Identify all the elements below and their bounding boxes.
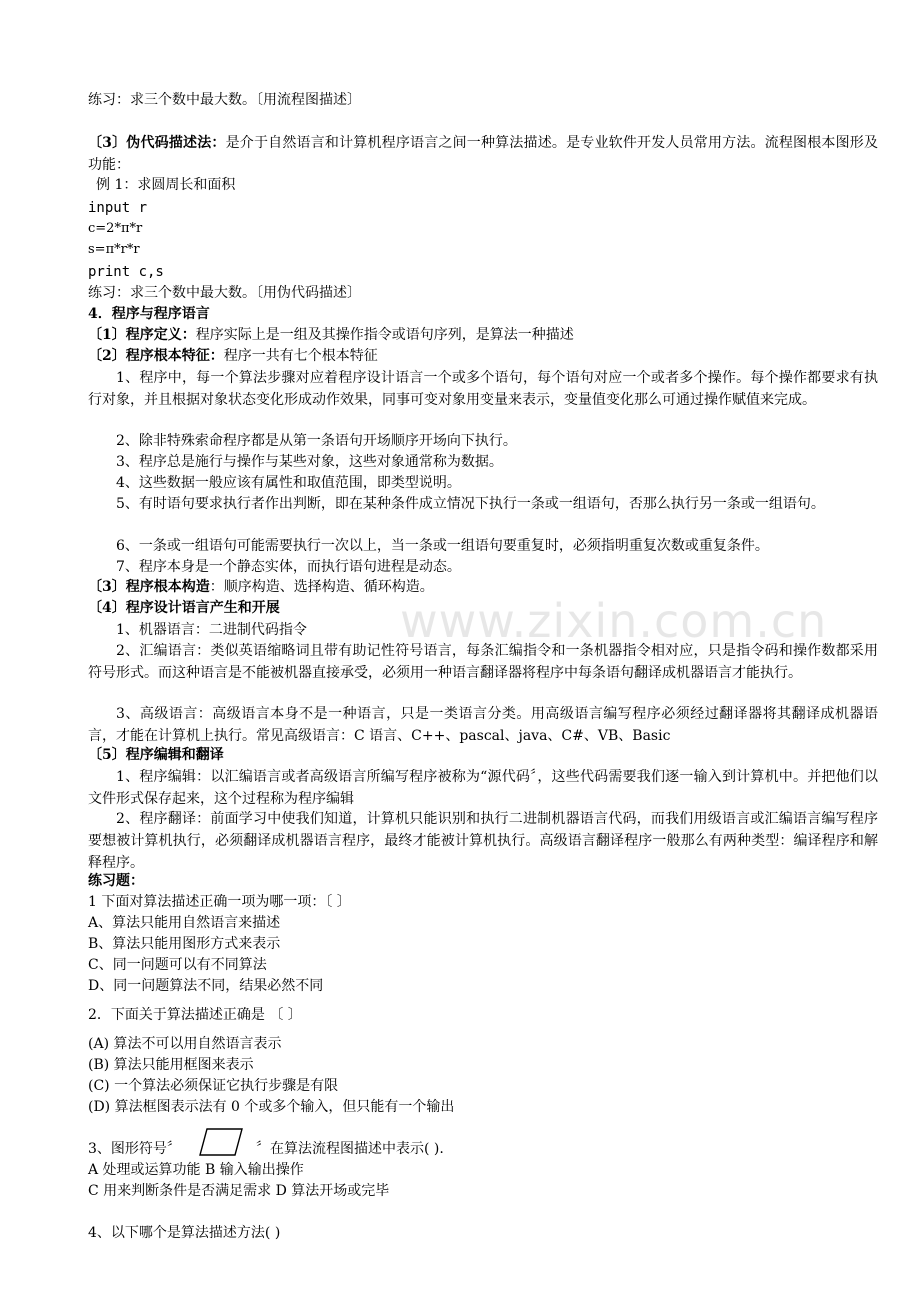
question-1-option-d: D、同一问题算法不同，结果必然不同: [88, 978, 324, 994]
program-features-body: 程序一共有七个根本特征: [223, 348, 378, 364]
feature-1: 1、程序中，每一个算法步骤对应着程序设计语言一个或多个语句，每个语句对应一个或者多个操作。每个操作都要求有执行对象，并且根据对象状态变化形成动作效果，同事可变对象用变量来表示，变量值变化那么可通过操作赋值来完成。: [88, 370, 878, 408]
question-1: 1 下面对算法描述正确一项为哪一项：〔 〕: [88, 894, 351, 910]
code-line-4: print c,s: [88, 264, 164, 280]
program-translation: 2、程序翻译：前面学习中使我们知道，计算机只能识别和执行二进制机器语言代码，而我们用级语言或汇编语言编写程序要想被计算机执行，必须翻译成机器语言程序，最终才能被计算机执行。高级语言翻译程序一般那么有两种类型：编译程序和解释程序。: [88, 811, 878, 871]
question-2-option-c: (C) 一个算法必须保证它执行步骤是有限: [88, 1078, 339, 1094]
feature-7: 7、程序本身是一个静态实体，而执行语句进程是动态。: [116, 559, 461, 575]
program-structure-body: ：顺序构造、选择构造、循环构造。: [209, 579, 434, 595]
pseudocode-paragraph: [88, 132, 878, 176]
question-1-option-b: B、算法只能用图形方式来表示: [88, 936, 281, 952]
question-1-option-a: A、算法只能用自然语言来描述: [88, 915, 281, 931]
program-definition: [88, 325, 574, 345]
question-3-prefix: 3、图形符号〞: [88, 1141, 181, 1157]
feature-4: 4、这些数据一般应该有属性和取值范围，即类型说明。: [116, 475, 461, 491]
code-line-2: c=2*π*r: [88, 221, 143, 236]
exercises-heading: 练习题：: [88, 873, 144, 889]
question-3-options-ab: A 处理或运算功能 B 输入输出操作: [88, 1162, 304, 1178]
question-3-options-cd: C 用来判断条件是否满足需求 D 算法开场或完毕: [88, 1183, 390, 1199]
feature-2: 2、除非特殊索命程序都是从第一条语句开场顺序开场向下执行。: [116, 433, 517, 449]
machine-language: 1、机器语言：二进制代码指令: [116, 622, 307, 638]
exercise-line-pseudocode: 练习：求三个数中最大数。〔用伪代码描述〕: [88, 285, 361, 301]
program-definition-body: 程序实际上是一组及其操作指令或语句序列，是算法一种描述: [195, 327, 574, 343]
question-1-option-c: C、同一问题可以有不同算法: [88, 957, 267, 973]
question-4: 4、以下哪个是算法描述方法( ): [88, 1225, 281, 1241]
exercise-line-flowchart: 练习：求三个数中最大数。〔用流程图描述〕: [88, 92, 361, 108]
watermark: www.zixin.com.cn: [400, 594, 828, 648]
pseudocode-heading: 〔3〕伪代码描述法：: [88, 135, 226, 151]
question-2-option-d: (D) 算法框图表示法有 0 个或多个输入，但只能有一个输出: [88, 1099, 455, 1115]
program-structure: [88, 577, 434, 597]
assembly-language: 2、汇编语言：类似英语缩略词且带有助记性符号语言，每条汇编指令和一条机器指令相对应，只是指令码和操作数都采用符号形式。而这种语言是不能被机器直接承受，必须用一种语言翻译器将程序中每条语句翻译成机器语言才能执行。: [88, 643, 878, 681]
question-3-suffix: 〞在算法流程图描述中表示( ).: [256, 1141, 444, 1157]
high-level-language: 3、高级语言：高级语言本身不是一种语言，只是一类语言分类。用高级语言编写程序必须经过翻译器将其翻译成机器语言，才能在计算机上执行。常见高级语言：C 语言、C++、pascal、java、C#、VB、Basic: [88, 706, 878, 744]
feature-3: 3、程序总是施行与操作与某些对象，这些对象通常称为数据。: [116, 454, 503, 470]
code-line-3: s=π*r*r: [88, 242, 140, 257]
edit-translate-heading: 〔5〕程序编辑和翻译: [88, 747, 224, 763]
program-editing: 1、程序编辑：以汇编语言或者高级语言所编写程序被称为“源代码〞，这些代码需要我们逐一输入到计算机中。并把他们以文件形式保存起来，这个过程称为程序编辑: [88, 769, 878, 807]
program-definition-heading: 〔1〕程序定义：: [88, 327, 196, 343]
program-structure-heading: 〔3〕程序根本构造: [88, 579, 210, 595]
question-2-option-b: (B) 算法只能用框图来表示: [88, 1057, 254, 1073]
feature-6: 6、一条或一组语句可能需要执行一次以上，当一条或一组语句要重复时，必须指明重复次数或重复条件。: [116, 538, 769, 554]
pseudocode-body: 是介于自然语言和计算机程序语言之间一种算法描述。是专业软件开发人员常用方法。流程图根本图形及功能：: [88, 135, 878, 173]
program-features-heading: 〔2〕程序根本特征：: [88, 348, 224, 364]
program-features: [88, 346, 378, 366]
parallelogram-icon: [198, 1127, 244, 1157]
section-4-title: 4．程序与程序语言: [88, 306, 210, 322]
example-title: 例 1：求圆周长和面积: [96, 177, 236, 193]
feature-5: 5、有时语句要求执行者作出判断，即在某种条件成立情况下执行一条或一组语句，否那么执行另一条或一组语句。: [116, 496, 825, 512]
question-2: 2．下面关于算法描述正确是 〔 〕: [88, 1007, 302, 1023]
question-2-option-a: (A) 算法不可以用自然语言表示: [88, 1036, 282, 1052]
language-history-heading: 〔4〕程序设计语言产生和开展: [88, 600, 280, 616]
code-line-1: input r: [88, 200, 148, 216]
